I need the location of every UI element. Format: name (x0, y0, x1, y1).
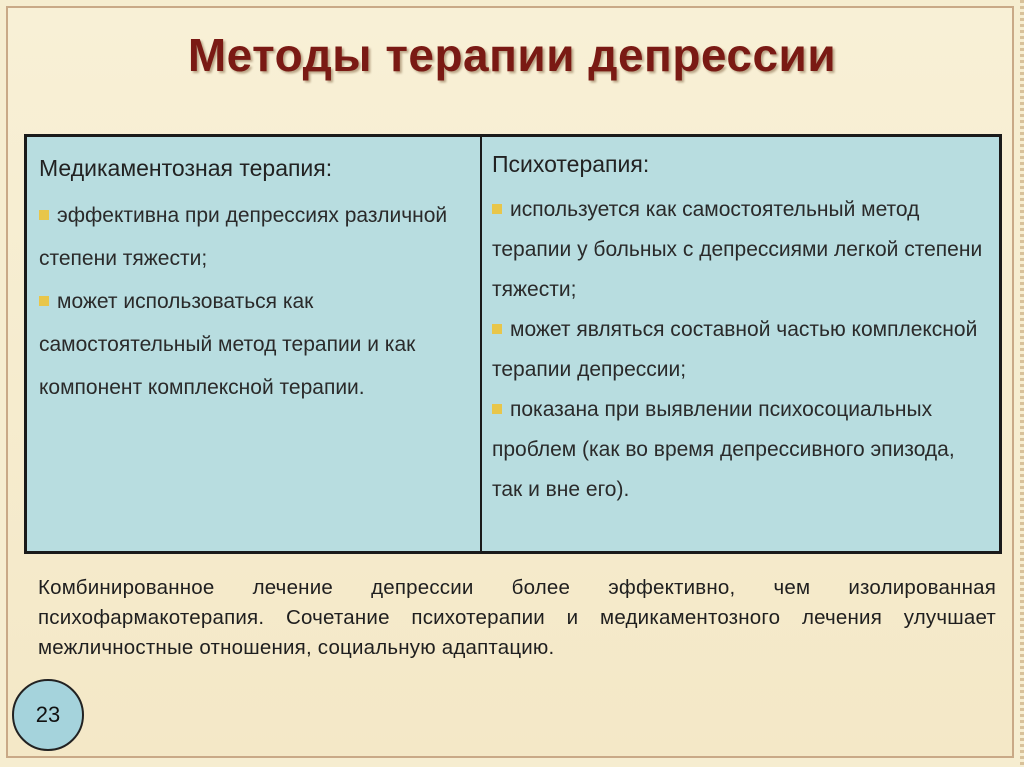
psychotherapy-item-text: используется как самостоятельный метод терапии у больных с депрессиями легкой степени тяжести; (492, 198, 983, 301)
psychotherapy-item (492, 190, 987, 310)
bullet-icon (492, 204, 502, 214)
page-number: 23 (35, 702, 61, 727)
psychotherapy-column (482, 137, 999, 551)
page-number-badge (12, 679, 84, 751)
summary-text: Комбинированное лечение депрессии более эффективно, чем изолированная психофармакотерапия. Сочетание психотерапии и медикаментозного лечения улучшает межличностные отношения, социальную адаптацию. (38, 576, 996, 659)
psychotherapy-item (492, 310, 987, 390)
bullet-icon (39, 296, 49, 306)
therapy-table (24, 134, 1002, 554)
bullet-icon (39, 210, 49, 220)
medication-item (39, 280, 468, 409)
medication-item (39, 194, 468, 280)
slide-title: Методы терапии депрессии (187, 29, 837, 81)
medication-column (27, 137, 482, 551)
psychotherapy-item (492, 390, 987, 510)
bullet-icon (492, 404, 502, 414)
bullet-icon (492, 324, 502, 334)
medication-item-text: эффективна при депрессиях различной степени тяжести; (39, 204, 448, 270)
psychotherapy-heading: Психотерапия: (492, 151, 650, 177)
psychotherapy-item-text: может являться составной частью комплексной терапии депрессии; (492, 318, 978, 381)
medication-item-text: может использоваться как самостоятельный метод терапии и как компонент комплексной терапии. (39, 290, 416, 399)
medication-heading: Медикаментозная терапия: (39, 155, 333, 181)
psychotherapy-item-text: показана при выявлении психосоциальных проблем (как во время депрессивного эпизода, так и вне его). (492, 398, 955, 501)
dotted-edge-decoration (1020, 0, 1024, 767)
